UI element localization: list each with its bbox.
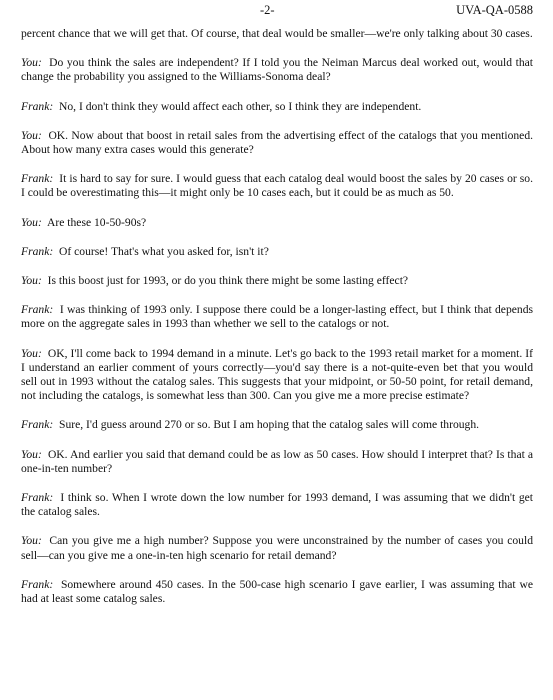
page-number: -2- (260, 3, 275, 17)
paragraph-text: Is this boost just for 1993, or do you think there might be some lasting effect? (47, 274, 409, 288)
speaker-label: You: (21, 534, 42, 548)
dialogue-paragraph (21, 534, 533, 562)
speaker-label: You: (21, 447, 42, 461)
paragraph-text: I was thinking of 1993 only. I suppose there could be a longer-lasting effect, but I think that depends more on the aggregate sales in 1993 than whether we sell to the catalogs or not. (21, 303, 534, 331)
speaker-label: Frank: (21, 577, 54, 591)
paragraph-text: Somewhere around 450 cases. In the 500-case high scenario I gave earlier, I was assuming that we had at least some catalog sales. (21, 577, 534, 606)
paragraph-text: Sure, I'd guess around 270 or so. But I am hoping that the catalog sales will come through. (59, 418, 480, 432)
speaker-label: You: (21, 346, 42, 360)
dialogue-paragraph (21, 216, 533, 230)
document-id: UVA-QA-0588 (456, 3, 533, 17)
dialogue-paragraph (21, 347, 533, 404)
paragraph-text: Do you think the sales are independent? If I told you the Neiman Marcus deal worked out, would that change the probability you assigned to the Williams-Sonoma deal? (21, 56, 534, 84)
dialogue-paragraph (21, 578, 533, 606)
paragraph-text: Can you give me a high number? Suppose you were unconstrained by the number of cases you could sell—can you give me a one-in-ten high scenario for retail demand? (21, 534, 534, 562)
paragraph-text: OK, I'll come back to 1994 demand in a minute. Let's go back to the 1993 retail market for a moment. If I understand an earlier comment of yours correctly—you'd say there is a not-quite-even bet that you would sell out in 1993 without the catalog sales. This suggests that your midpoint, or 50-50 point, for retail demand, not including the catalogs, is somewhat less than 300. Can you give me a more precise estimate? (21, 346, 534, 403)
dialogue-paragraph (21, 172, 533, 200)
paragraph-text: OK. And earlier you said that demand could be as low as 50 cases. How should I interpret that? Is that a one-in-ten number? (21, 447, 533, 475)
paragraph-text: It is hard to say for sure. I would guess that each catalog deal would boost the sales by 20 cases or so. I could be overestimating this—it might only be 10 cases each, but it could be as much as 50. (21, 172, 534, 200)
page-header (0, 3, 553, 19)
paragraph-text: percent chance that we will get that. Of course, that deal would be smaller—we're only talking about 30 cases. (21, 27, 533, 40)
dialogue-paragraph (21, 27, 533, 41)
dialogue-body (21, 27, 533, 621)
paragraph-text: I think so. When I wrote down the low number for 1993 demand, I was assuming that we didn't get the catalog sales. (21, 491, 533, 519)
speaker-label: Frank: (21, 172, 54, 186)
speaker-label: Frank: (21, 303, 54, 317)
speaker-label: You: (21, 56, 42, 70)
paragraph-text: Are these 10-50-90s? (47, 215, 147, 229)
speaker-label: You: (21, 274, 42, 288)
dialogue-paragraph (21, 303, 533, 331)
paragraph-text: OK. Now about that boost in retail sales from the advertising effect of the catalogs that you mentioned. About how many extra cases would this generate? (21, 128, 534, 157)
dialogue-paragraph (21, 100, 533, 114)
speaker-label: Frank: (21, 418, 54, 432)
dialogue-paragraph (21, 274, 533, 288)
speaker-label: You: (21, 128, 42, 142)
speaker-label: Frank: (21, 99, 54, 113)
dialogue-paragraph (21, 448, 533, 476)
paragraph-text: Of course! That's what you asked for, isn't it? (59, 244, 269, 258)
speaker-label: You: (21, 215, 42, 229)
speaker-label: Frank: (21, 244, 54, 258)
dialogue-paragraph (21, 491, 533, 519)
paragraph-text: No, I don't think they would affect each other, so I think they are independent. (59, 99, 422, 113)
dialogue-paragraph (21, 56, 533, 84)
dialogue-paragraph (21, 245, 533, 259)
dialogue-paragraph (21, 418, 533, 432)
speaker-label: Frank: (21, 491, 54, 505)
dialogue-paragraph (21, 129, 533, 157)
